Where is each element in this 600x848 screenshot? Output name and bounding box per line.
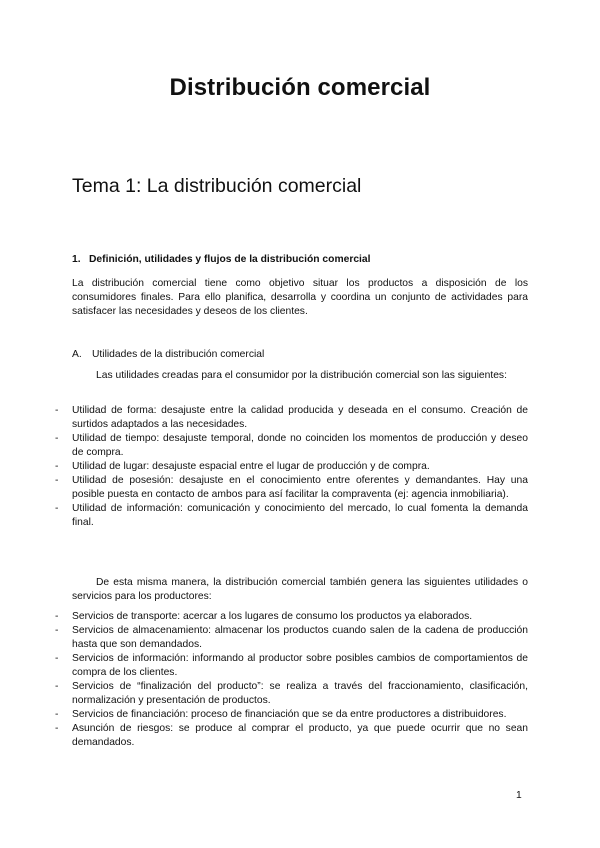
dash-bullet: - <box>55 433 59 444</box>
producer-services-list <box>55 610 528 750</box>
dash-bullet: - <box>55 461 59 472</box>
list-item-text: Servicios de “finalización del producto”: se realiza a través del fraccionamiento, clasificación, normalización y presentación de productos. <box>72 681 528 706</box>
list-item <box>55 708 528 722</box>
list-item-text: Utilidad de lugar: desajuste espacial entre el lugar de producción y de compra. <box>72 461 430 472</box>
section-a-heading <box>72 348 528 362</box>
list-item-text: Servicios de información: informando al productor sobre posibles cambios de comportamientos de compra de los clientes. <box>72 653 528 678</box>
dash-bullet: - <box>55 503 59 514</box>
list-item-text: Utilidad de posesión: desajuste en el conocimiento entre oferentes y demandantes. Hay una posible puesta en contacto de ambos para así facilitar la compraventa (ej: agencia inmobiliaria). <box>72 475 528 500</box>
dash-bullet: - <box>55 653 59 664</box>
list-item-text: Utilidad de forma: desajuste entre la calidad producida y deseada en el consumo. Creación de surtidos adaptados a las necesidades. <box>72 405 528 430</box>
list-item <box>55 652 528 680</box>
dash-bullet: - <box>55 625 59 636</box>
dash-bullet: - <box>55 681 59 692</box>
page-number: 1 <box>516 790 522 801</box>
list-item-text: Utilidad de información: comunicación y conocimiento del mercado, lo cual fomenta la demanda final. <box>72 503 528 528</box>
list-item <box>55 722 528 750</box>
dash-bullet: - <box>55 475 59 486</box>
list-item <box>55 404 528 432</box>
section-1-paragraph: La distribución comercial tiene como objetivo situar los productos a disposición de los consumidores finales. Para ello planifica, desarrolla y coordina un conjunto de actividades para satisfacer las necesidades y deseos de los clientes. <box>72 278 528 317</box>
list-item-text: Utilidad de tiempo: desajuste temporal, donde no coinciden los momentos de producción y deseo de compra. <box>72 433 528 458</box>
section-1-number: 1. <box>72 254 81 265</box>
dash-bullet: - <box>55 405 59 416</box>
list-item-text: Asunción de riesgos: se produce al comprar el producto, ya que puede ocurrir que no sean demandados. <box>72 723 528 748</box>
dash-bullet: - <box>55 709 59 720</box>
section-1-heading <box>72 253 528 267</box>
utilities-intro-paragraph: Las utilidades creadas para el consumidor por la distribución comercial son las siguientes: <box>96 370 507 381</box>
section-1-title: Definición, utilidades y flujos de la distribución comercial <box>89 254 371 265</box>
consumer-utilities-list <box>55 404 528 530</box>
list-item <box>55 474 528 502</box>
dash-bullet: - <box>55 723 59 734</box>
section-a-number: A. <box>72 349 82 360</box>
list-item <box>55 624 528 652</box>
list-item-text: Servicios de transporte: acercar a los lugares de consumo los productos ya elaborados. <box>72 611 473 622</box>
list-item <box>55 610 528 624</box>
topic-heading: Tema 1: La distribución comercial <box>72 175 362 197</box>
list-item-text: Servicios de financiación: proceso de financiación que se da entre productores a distribuidores. <box>72 709 507 720</box>
list-item <box>55 502 528 530</box>
list-item <box>55 460 528 474</box>
list-item-text: Servicios de almacenamiento: almacenar los productos cuando salen de la cadena de producción hasta que son demandados. <box>72 625 528 650</box>
list-item <box>55 432 528 460</box>
list-item <box>55 680 528 708</box>
document-title: Distribución comercial <box>169 74 431 101</box>
dash-bullet: - <box>55 611 59 622</box>
section-a-title: Utilidades de la distribución comercial <box>92 349 265 360</box>
producer-services-intro-paragraph: De esta misma manera, la distribución comercial también genera las siguientes utilidades o servicios para los productores: <box>72 577 528 602</box>
